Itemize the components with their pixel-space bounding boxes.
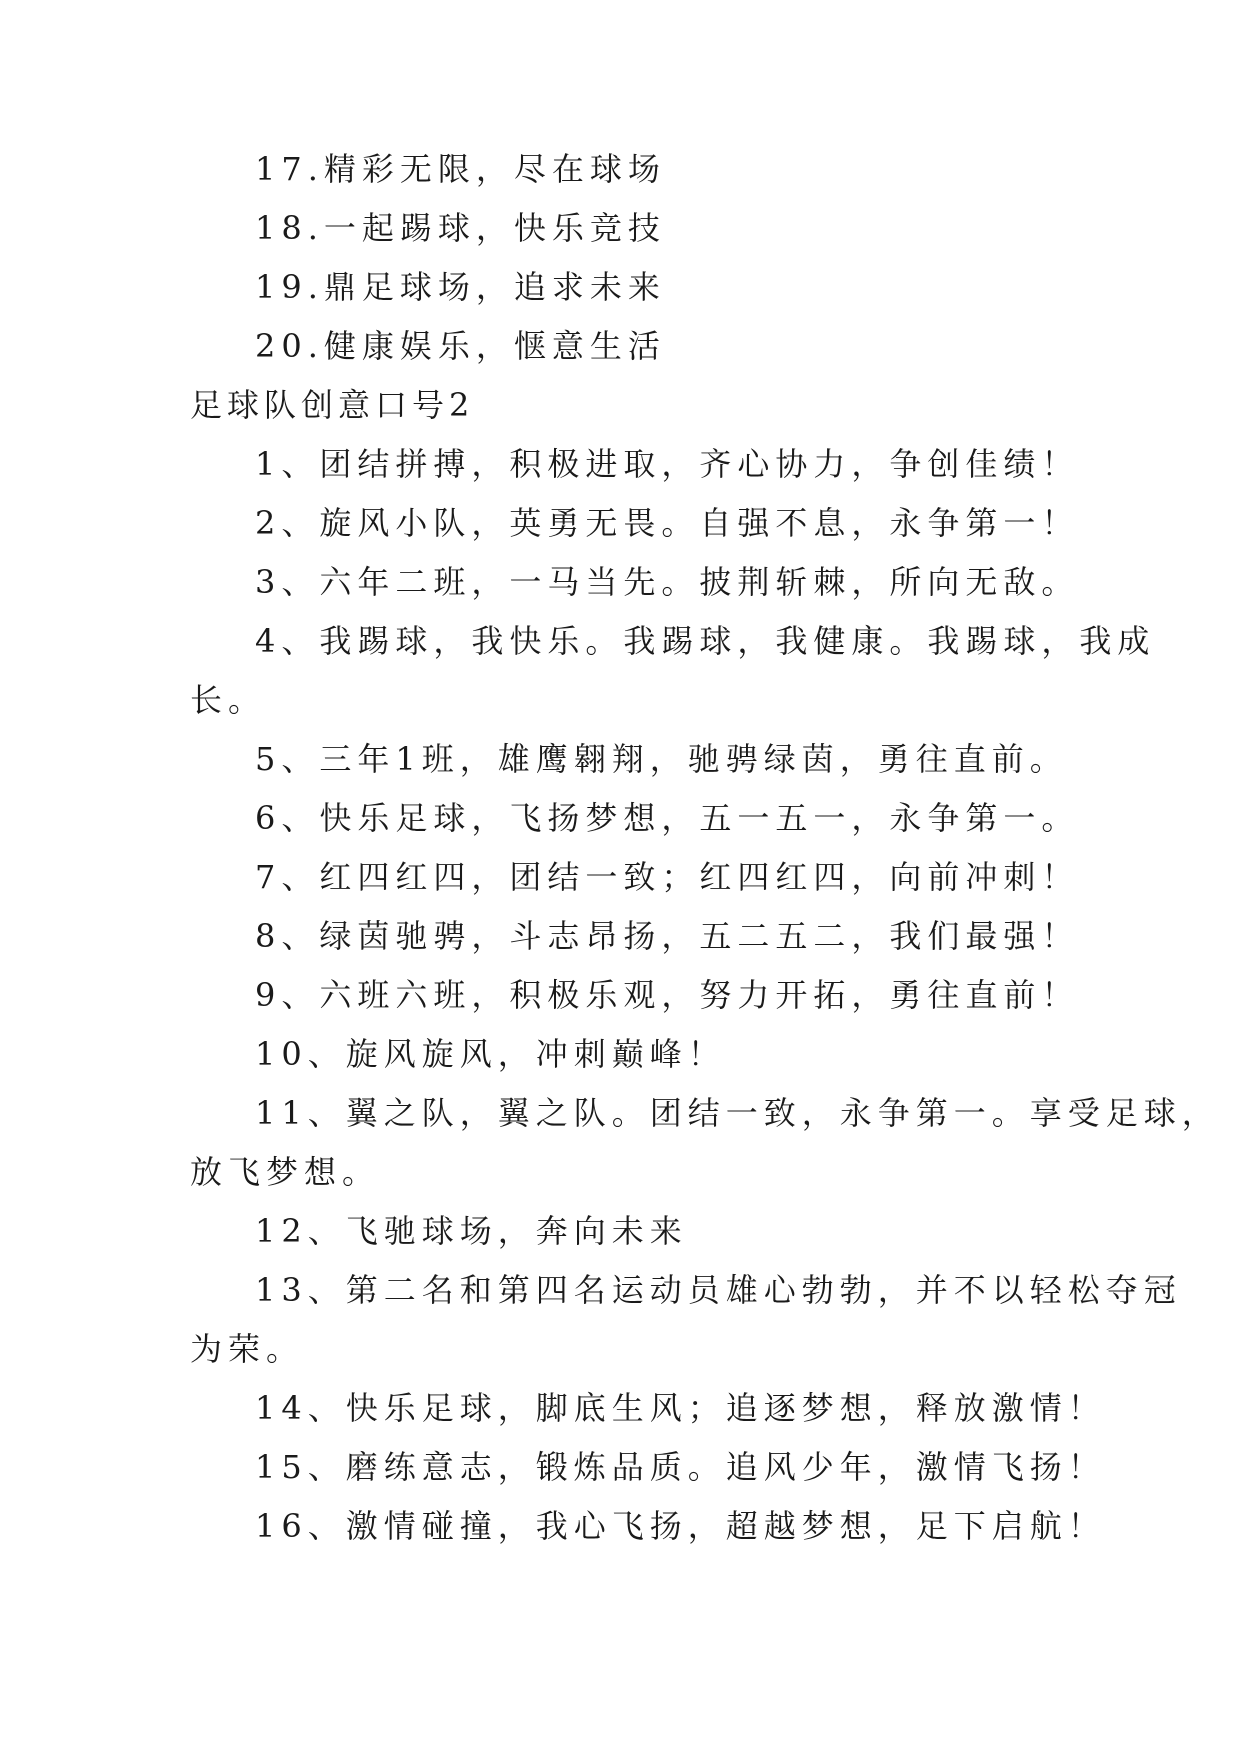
section-heading: 足球队创意口号2 bbox=[190, 386, 475, 424]
slogan-line-10: 10、旋风旋风，冲刺巅峰！ bbox=[255, 1035, 726, 1073]
slogan-line-9: 9、六班六班，积极乐观，努力开拓，勇往直前！ bbox=[255, 976, 1080, 1014]
slogan-line-7: 7、红四红四，团结一致；红四红四，向前冲刺！ bbox=[255, 858, 1080, 896]
slogan-line-3: 3、六年二班，一马当先。披荆斩棘，所向无敌。 bbox=[255, 563, 1080, 601]
slogan-line-12: 12、飞驰球场，奔向未来 bbox=[255, 1212, 688, 1250]
slogan-item-18: 18.一起踢球，快乐竞技 bbox=[255, 209, 666, 247]
slogan-line-1: 1、团结拼搏，积极进取，齐心协力，争创佳绩！ bbox=[255, 445, 1080, 483]
slogan-line-16: 16、激情碰撞，我心飞扬，超越梦想，足下启航！ bbox=[255, 1507, 1106, 1545]
slogan-line-11-cont: 放飞梦想。 bbox=[190, 1153, 381, 1191]
slogan-line-2: 2、旋风小队，英勇无畏。自强不息，永争第一！ bbox=[255, 504, 1080, 542]
slogan-line-13: 13、第二名和第四名运动员雄心勃勃，并不以轻松夺冠 bbox=[255, 1271, 1182, 1309]
slogan-line-4: 4、我踢球，我快乐。我踢球，我健康。我踢球，我成 bbox=[255, 622, 1156, 660]
slogan-line-8: 8、绿茵驰骋，斗志昂扬，五二五二，我们最强！ bbox=[255, 917, 1080, 955]
slogan-item-20: 20.健康娱乐，惬意生活 bbox=[255, 327, 666, 365]
slogan-item-17: 17.精彩无限，尽在球场 bbox=[255, 150, 666, 188]
slogan-line-11: 11、翼之队，翼之队。团结一致，永争第一。享受足球， bbox=[255, 1094, 1220, 1132]
slogan-item-19: 19.鼎足球场，追求未来 bbox=[255, 268, 666, 306]
slogan-line-14: 14、快乐足球，脚底生风；追逐梦想，释放激情！ bbox=[255, 1389, 1106, 1427]
slogan-line-4-cont: 长。 bbox=[190, 681, 267, 719]
slogan-line-13-cont: 为荣。 bbox=[190, 1330, 305, 1368]
document-page bbox=[190, 140, 1220, 1556]
slogan-line-5: 5、三年1班，雄鹰翱翔，驰骋绿茵，勇往直前。 bbox=[255, 740, 1068, 778]
slogan-line-15: 15、磨练意志，锻炼品质。追风少年，激情飞扬！ bbox=[255, 1448, 1106, 1486]
slogan-line-6: 6、快乐足球，飞扬梦想，五一五一，永争第一。 bbox=[255, 799, 1080, 837]
